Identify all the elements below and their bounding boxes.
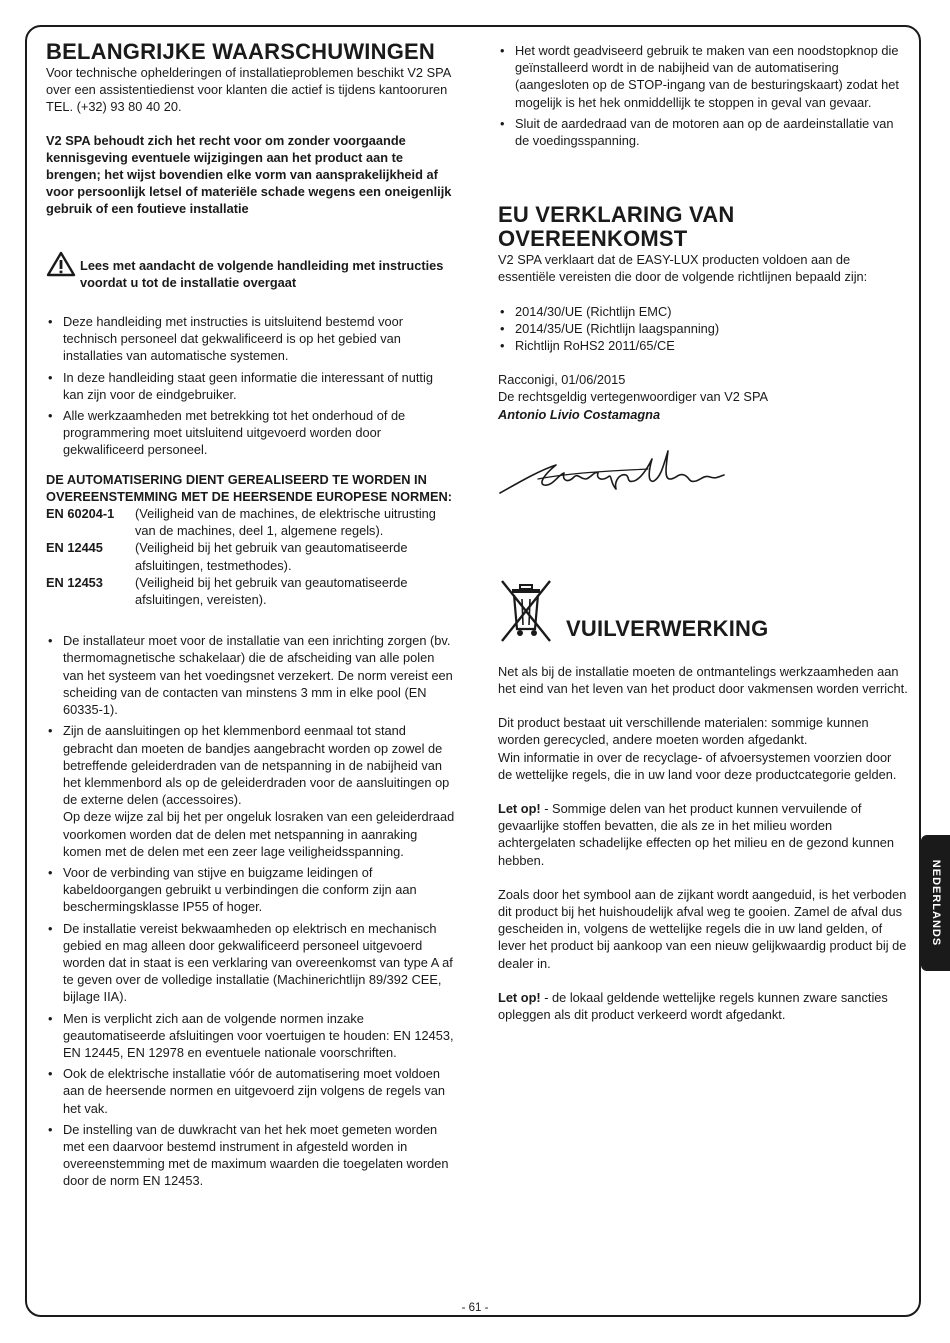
eu-directives-list	[498, 303, 908, 355]
language-tab	[921, 835, 950, 971]
attention-label: Let op!	[498, 801, 541, 817]
norm-row	[46, 539, 456, 573]
list-item: • Zijn de aansluitingen op het klemmenbord eenmaal tot stand gebracht dan moeten de bandjes aangebracht worden op zowel de betreffende geleiderdraden van de netspanning in de nabijheid van het klemmenbord als op de geleiderdraden voor de aansluitingen op de externe delen (accessoires). Op deze wijze zal bij het per ongeluk losraken van een geleiderdraad voorkomen worden dat de delen met netspanning in aanraking komen met de delen met een zeer lage veiligheidsspanning.	[46, 722, 456, 860]
norm-description: (Veiligheid bij het gebruik van geautomatiseerde afsluitingen, vereisten).	[135, 574, 408, 608]
weee-paragraph-text: - Sommige delen van het product kunnen vervuilende of gevaarlijke stoffen bevatten, die als ze in het milieu worden achtergelaten schadelijke effecten op het milieu en de gezond kunnen hebben.	[498, 801, 895, 868]
safety-bullets	[498, 42, 908, 149]
right-column	[498, 40, 908, 1023]
place-date: Racconigi, 01/06/2015	[498, 372, 626, 388]
weee-paragraph-text: - de lokaal geldende wettelijke regels kunnen zware sancties opleggen als dit product verkeerd wordt afgedankt.	[498, 989, 888, 1023]
list-item: • Sluit de aardedraad van de motoren aan op de aardeinstallatie van de voedingsspanning.	[498, 115, 908, 149]
weee-paragraph: Dit product bestaat uit verschillende materialen: sommige kunnen worden gerecycled, andere moeten worden afgedankt. Win informatie in over de recyclage- of afvoersystemen voorzien door de wettelijke regels, die in uw land voor deze productcategorie gelden.	[498, 715, 897, 782]
weee-paragraph: Net als bij de installatie moeten de ontmantelings werkzaamheden aan het eind van het leven van het product door vakmensen worden verricht.	[498, 663, 908, 697]
list-item: • Richtlijn RoHS2 2011/65/CE	[498, 337, 908, 354]
norm-description: (Veiligheid bij het gebruik van geautomatiseerde afsluitingen, testmethodes).	[135, 540, 408, 573]
norms-heading: DE AUTOMATISERING DIENT GEREALISEERD TE WORDEN IN OVEREENSTEMMING MET DE HEERSENDE EUROPESE NORMEN:	[46, 471, 452, 504]
weee-title: VUILVERWERKING	[566, 615, 769, 641]
language-tab-label: NEDERLANDS	[929, 859, 942, 947]
norm-code: EN 12445	[46, 540, 103, 556]
weee-paragraph	[498, 989, 908, 1023]
norms-table	[46, 505, 456, 608]
intro-bullets	[46, 313, 456, 459]
norm-row	[46, 574, 456, 608]
norm-row	[46, 505, 456, 539]
disclaimer: V2 SPA behoudt zich het recht voor om zonder voorgaande kennisgeving eventuele wijzigingen aan het product aan te brengen; het wijst bovendien elke vorm van aansprakelijkheid af voor persoonlijk letsel of materiële schade wegens een oneigenlijk gebruik of een foutieve installatie	[46, 132, 452, 217]
list-item: • Men is verplicht zich aan de volgende normen inzake geautomatiseerde afsluitingen voor voertuigen te houden: EN 12453, EN 12445, EN 12978 en eventuele nationale voorschriften.	[46, 1010, 456, 1062]
weee-heading-row	[498, 577, 908, 647]
eu-declaration-intro: V2 SPA verklaart dat de EASY-LUX producten voldoen aan de essentiële vereisten die door de volgende richtlijnen bepaald zijn:	[498, 252, 868, 285]
warning-heading	[46, 251, 456, 291]
list-item: • De installatie vereist bekwaamheden op elektrisch en mechanisch gebied en mag alleen door gekwalificeerd personeel uitgevoerd worden dat in staat is een verklaring van overeenkomst van type A af te geven over de volledige installatie (Machinerichtlijn 89/392 CEE, bijlage IIA).	[46, 920, 456, 1006]
signatory-name: Antonio Livio Costamagna	[498, 406, 661, 422]
warning-heading-text: Lees met aandacht de volgende handleiding met instructies voordat u tot de installatie overgaat	[80, 257, 444, 290]
list-item: • Deze handleiding met instructies is uitsluitend bestemd voor technisch personeel dat gekwalificeerd is op het gebied van installaties van automatische systemen.	[46, 313, 456, 365]
representative-line: De rechtsgeldig vertegenwoordiger van V2 SPA	[498, 389, 769, 405]
list-item: • 2014/30/UE (Richtlijn EMC)	[498, 303, 908, 320]
page-number: - 61 -	[461, 1302, 489, 1314]
attention-label: Let op!	[498, 989, 541, 1005]
signature	[498, 449, 728, 499]
warnings-title: BELANGRIJKE WAARSCHUWINGEN	[46, 39, 435, 64]
warning-triangle-icon	[46, 251, 76, 277]
weee-paragraph: Zoals door het symbool aan de zijkant wordt aangeduid, is het verboden dit product bij het huishoudelijk afval weg te gooien. Zamel de afval dus gescheiden in, volgens de wettelijke regels die in uw land gelden, of lever het product bij aankoop van een nieuw gelijkwaardig product bij de dealer in.	[498, 886, 907, 971]
list-item: • Het wordt geadviseerd gebruik te maken van een noodstopknop die geïnstalleerd wordt in de nabijheid van de automatisering (aangesloten op de STOP-ingang van de besturingskaart) zodat het mogelijk is het hek onmiddellijk te stoppen in geval van gevaar.	[498, 42, 908, 111]
list-item: • De installateur moet voor de installatie van een inrichting zorgen (bv. thermomagnetische schakelaar) die de afscheiding van alle polen van het systeem van het voedingsnet verzekert. De norm vereist een scheiding van de contacten van minstens 3 mm in elke pool (EN 60335-1).	[46, 632, 456, 718]
norm-description: (Veiligheid van de machines, de elektrische uitrusting van de machines, deel 1, algemene regels).	[135, 506, 436, 539]
list-item: • Alle werkzaamheden met betrekking tot het onderhoud of de programmering moet uitsluitend uitgevoerd worden door gekwalificeerd personeel.	[46, 407, 456, 459]
weee-paragraph	[498, 800, 908, 869]
crossed-out-bin-icon	[498, 577, 554, 647]
list-item: • In deze handleiding staat geen informatie die interessant of nuttig kan zijn voor de eindgebruiker.	[46, 369, 456, 403]
assistance-intro: Voor technische ophelderingen of installatieproblemen beschikt V2 SPA over een assistentiedienst voor klanten die actief is tijdens kantooruren TEL. (+32) 93 80 40 20.	[46, 65, 451, 115]
left-column	[46, 40, 456, 1194]
norm-code: EN 60204-1	[46, 506, 115, 522]
list-item: • Ook de elektrische installatie vóór de automatisering moet voldoen aan de heersende normen en uitgevoerd zijn volgens de regels van het vak.	[46, 1065, 456, 1117]
list-item: • Voor de verbinding van stijve en buigzame leidingen of kabeldoorgangen gebruikt u verbindingen die conform zijn aan beschermingsklasse IP55 of hoger.	[46, 864, 456, 916]
list-item: • De instelling van de duwkracht van het hek moet gemeten worden met een daarvoor bestemd instrument in afgesteld worden in overeenstemming met de maximum waarden die toegelaten worden door de norm EN 12453.	[46, 1121, 456, 1190]
installation-bullets	[46, 632, 456, 1189]
norm-code: EN 12453	[46, 574, 103, 590]
list-item: • 2014/35/UE (Richtlijn laagspanning)	[498, 320, 908, 337]
eu-declaration-title: EU VERKLARING VAN OVEREENKOMST	[498, 202, 735, 252]
